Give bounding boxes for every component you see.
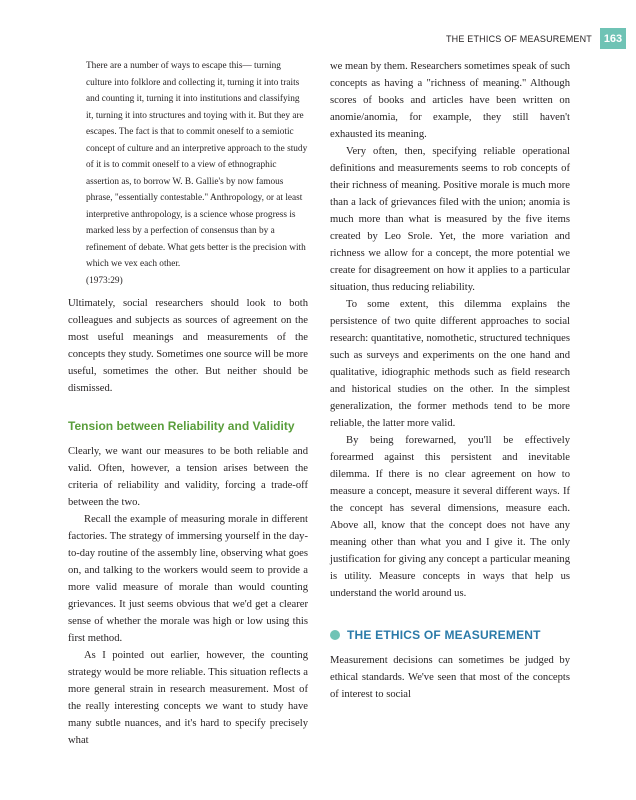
right-column bbox=[330, 58, 570, 703]
section-heading: Tension between Reliability and Validity bbox=[68, 419, 295, 433]
quote-text: There are a number of ways to escape this— turning culture into folklore and collecting it, turning it into traits and counting it, turning it into institutions and classifying it, turning it into structures and toying with it. But they are escapes. The fact is that to commit oneself to a semiotic concept of culture and an interpretive approach to the study of it is to commit oneself to a view of ethnographic assertion as, to borrow W. B. Gallie's by now famous phrase, "essentially contestable." Anthropology, or at least interpretive anthropology, is a science whose progress is marked less by a perfection of consensus than by a refinement of debate. What gets better is the precision with which we vex each other. bbox=[86, 61, 308, 269]
paragraph: we mean by them. Researchers sometimes speak of such concepts as having a "richness of meaning." Although scores of books and articles have been written on anomie/anomia, for example, they still haven't exhausted its meaning. bbox=[330, 61, 570, 140]
quote-citation: (1973:29) bbox=[86, 275, 123, 286]
left-column bbox=[68, 58, 308, 749]
major-heading-text: THE ETHICS OF MEASUREMENT bbox=[347, 628, 541, 642]
paragraph: Measurement decisions can sometimes be judged by ethical standards. We've seen that most of the concepts of interest to social bbox=[330, 655, 570, 700]
paragraph: Very often, then, specifying reliable operational definitions and measurements seems to rob concepts of their richness of meaning. Positive morale is much more than a lack of grievances filed with the union; anomia is much more than what is measured by the five items created by Leo Srole. Yet, the more variation and richness we allow for a concept, the more potential we create for disagreement on how it applies to a particular situation, thus reducing reliability. bbox=[330, 146, 570, 293]
running-head bbox=[446, 28, 626, 49]
block-quote bbox=[86, 58, 308, 289]
page-number: 163 bbox=[600, 28, 626, 49]
running-title: THE ETHICS OF MEASUREMENT bbox=[445, 33, 592, 44]
paragraph: To some extent, this dilemma explains the persistence of two quite different approaches to social research: quantitative, nomothetic, structured techniques such as surveys and experiments on the one hand and qualitative, idiographic methods such as field research and historical studies on the other. In the simplest generalization, the former methods tend to be more reliable, the latter more valid. bbox=[330, 299, 570, 429]
paragraph: By being forewarned, you'll be effectively forearmed against this persistent and inevitable dilemma. If there is no clear agreement on how to measure a concept, measure it several different ways. If the concept has several dimensions, measure each. Above all, know that the concept does not have any meaning other than what you and I give it. The only justification for giving any concept a particular meaning is utility. Measure concepts in ways that help us understand the world around us. bbox=[330, 435, 570, 599]
paragraph: As I pointed out earlier, however, the counting strategy would be more reliable. This situation reflects a more general strain in research measurement. Most of the really interesting concepts we want to study have many subtle nuances, and it's hard to specify precisely what bbox=[68, 650, 308, 746]
paragraph: Ultimately, social researchers should look to both colleagues and subjects as sources of agreement on the most useful meanings and measurements of the concepts they study. Sometimes one source will be more useful, sometimes the other. But neither should be dismissed. bbox=[68, 298, 308, 394]
circle-bullet-icon bbox=[330, 630, 340, 640]
paragraph: Clearly, we want our measures to be both reliable and valid. Often, however, a tension arises between the criteria of reliability and validity, forcing a trade-off between the two. bbox=[68, 446, 308, 508]
major-heading bbox=[330, 628, 570, 642]
paragraph: Recall the example of measuring morale in different factories. The strategy of immersing yourself in the day-to-day routine of the assembly line, observing what goes on, and talking to the workers would seem to provide a more valid measure of morale than would counting grievances. It just seems obvious that we'd get a clearer sense of whether the morale was high or low using this first method. bbox=[68, 514, 308, 644]
